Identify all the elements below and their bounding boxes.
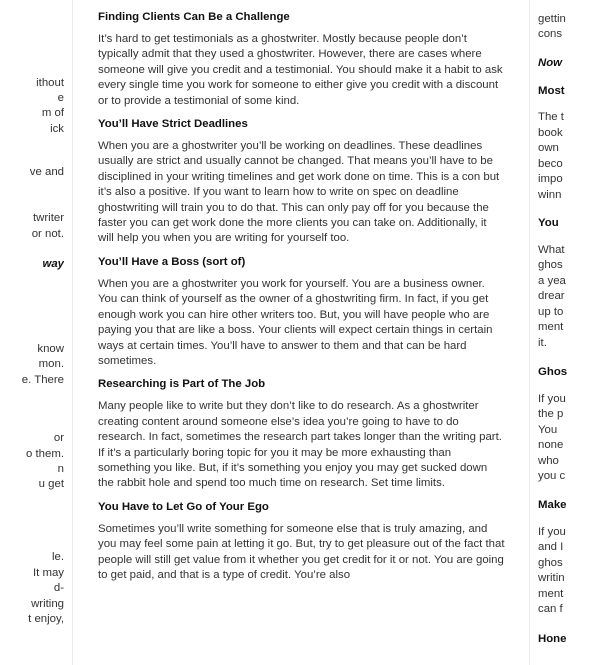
text-fragment: the p bbox=[538, 408, 564, 420]
text-fragment: Now bbox=[538, 57, 563, 69]
text-fragment: ghos bbox=[538, 557, 563, 569]
section-heading: Researching is Part of The Job bbox=[98, 378, 266, 391]
text-fragment: drear bbox=[538, 290, 565, 302]
text-fragment: winn bbox=[538, 189, 562, 201]
text-fragment: way bbox=[42, 258, 64, 270]
text-fragment: ve and bbox=[29, 166, 64, 178]
section-paragraph: Sometimes you’ll write something for someone else that is truly amazing, and you may feel some pain at letting it go. But, try to get pleasure out of the fact that people will still get value from it whether you get credit for it or not. You are going to get paid, and that is a type of credit. You’re also bbox=[98, 522, 505, 581]
text-fragment: ment bbox=[538, 321, 564, 333]
text-fragment: e. There bbox=[21, 374, 64, 386]
text-fragment: a yea bbox=[538, 275, 566, 287]
text-fragment: beco bbox=[538, 158, 563, 170]
right-column-fragment bbox=[528, 0, 592, 665]
text-fragment: You bbox=[538, 424, 558, 436]
text-fragment: you c bbox=[538, 470, 566, 482]
text-fragment: mon. bbox=[38, 358, 64, 370]
text-fragment: ick bbox=[50, 123, 64, 135]
text-fragment: n bbox=[57, 463, 64, 475]
text-fragment: writing bbox=[31, 598, 64, 610]
article-main-column bbox=[72, 0, 530, 665]
text-fragment: writin bbox=[538, 572, 565, 584]
text-fragment: twriter bbox=[32, 212, 64, 224]
text-fragment: If you bbox=[538, 393, 566, 405]
text-fragment: cons bbox=[538, 28, 563, 40]
text-fragment: What bbox=[538, 244, 565, 256]
section-heading: You’ll Have Strict Deadlines bbox=[98, 118, 248, 131]
text-fragment: t enjoy, bbox=[28, 613, 64, 625]
left-column-fragment bbox=[0, 0, 64, 665]
text-fragment: ghos bbox=[538, 259, 563, 271]
text-fragment: u get bbox=[38, 478, 64, 490]
text-fragment: book bbox=[538, 127, 563, 139]
text-fragment: It may bbox=[32, 567, 64, 579]
section-paragraph: When you are a ghostwriter you work for yourself. You are a business owner. You can think of yourself as the owner of a ghostwriting firm. In fact, if you get enough work you can hire other writers too. But, you will have people who are paying you that are like a boss. Your clients will expect certain things in certain ways at certain times. You’ll have to answer to them and that can be hard sometimes. bbox=[98, 277, 493, 367]
text-fragment: The t bbox=[538, 111, 564, 123]
text-fragment: gettin bbox=[538, 13, 566, 25]
text-fragment: le. bbox=[51, 551, 64, 563]
section-paragraph: When you are a ghostwriter you’ll be working on deadlines. These deadlines usually are strict and usually cannot be changed. That means you’ll have to be disciplined in your writing timelines and get work done on time. This is a con but it’s also a positive. If you want to learn how to write on spec on deadline ghostwriting will train you to do that. This can only pay off for you because the faster you can get work done the more clients you can take on. Additionally, it will help you when you are writing for yourself too. bbox=[98, 140, 500, 245]
text-fragment: know bbox=[37, 343, 64, 355]
section-paragraph: Many people like to write but they don’t like to do research. As a ghostwriter creating content around someone else’s idea you’re going to have to do research. In fact, sometimes the research part takes longer than the writing part. If it’s a particularly boring topic for you it may be more exhausting than something you like. But, if it’s something you enjoy you may get sucked down the rabbit hole and spend too much time on research. Set time limits. bbox=[98, 400, 502, 490]
text-fragment: impo bbox=[538, 173, 563, 185]
text-fragment: or not. bbox=[31, 228, 64, 240]
text-fragment: Most bbox=[538, 85, 565, 97]
text-fragment: or bbox=[53, 432, 64, 444]
text-fragment: who bbox=[538, 455, 559, 467]
text-fragment: d- bbox=[53, 582, 64, 594]
section-heading: You’ll Have a Boss (sort of) bbox=[98, 255, 246, 268]
text-fragment: none bbox=[538, 439, 564, 451]
text-fragment: Ghos bbox=[538, 366, 568, 378]
text-fragment: up to bbox=[538, 306, 564, 318]
article-body bbox=[73, 0, 529, 583]
text-fragment: Make bbox=[538, 499, 567, 511]
text-fragment: ithout bbox=[36, 77, 64, 89]
text-fragment: it. bbox=[538, 337, 547, 349]
text-fragment: m of bbox=[41, 107, 64, 119]
text-fragment: can f bbox=[538, 603, 563, 615]
text-fragment: Hone bbox=[538, 633, 567, 645]
text-fragment: o them. bbox=[26, 448, 64, 460]
section-paragraph: It’s hard to get testimonials as a ghostwriter. Mostly because people don’t typically admit that they used a ghostwriter. However, there are cases where someone will give you credit and a testimonial. You should make it a habit to ask every single time you work for someone to either give you credit with a discount or to provide a testimonial of some kind. bbox=[98, 33, 503, 107]
text-fragment: and I bbox=[538, 541, 564, 553]
section-heading: Finding Clients Can Be a Challenge bbox=[98, 11, 290, 23]
text-fragment: ment bbox=[538, 588, 564, 600]
text-fragment: own bbox=[538, 142, 559, 154]
section-heading: You Have to Let Go of Your Ego bbox=[98, 500, 269, 513]
text-fragment: e bbox=[57, 92, 64, 104]
text-fragment: You bbox=[538, 217, 559, 229]
text-fragment: If you bbox=[538, 526, 566, 538]
